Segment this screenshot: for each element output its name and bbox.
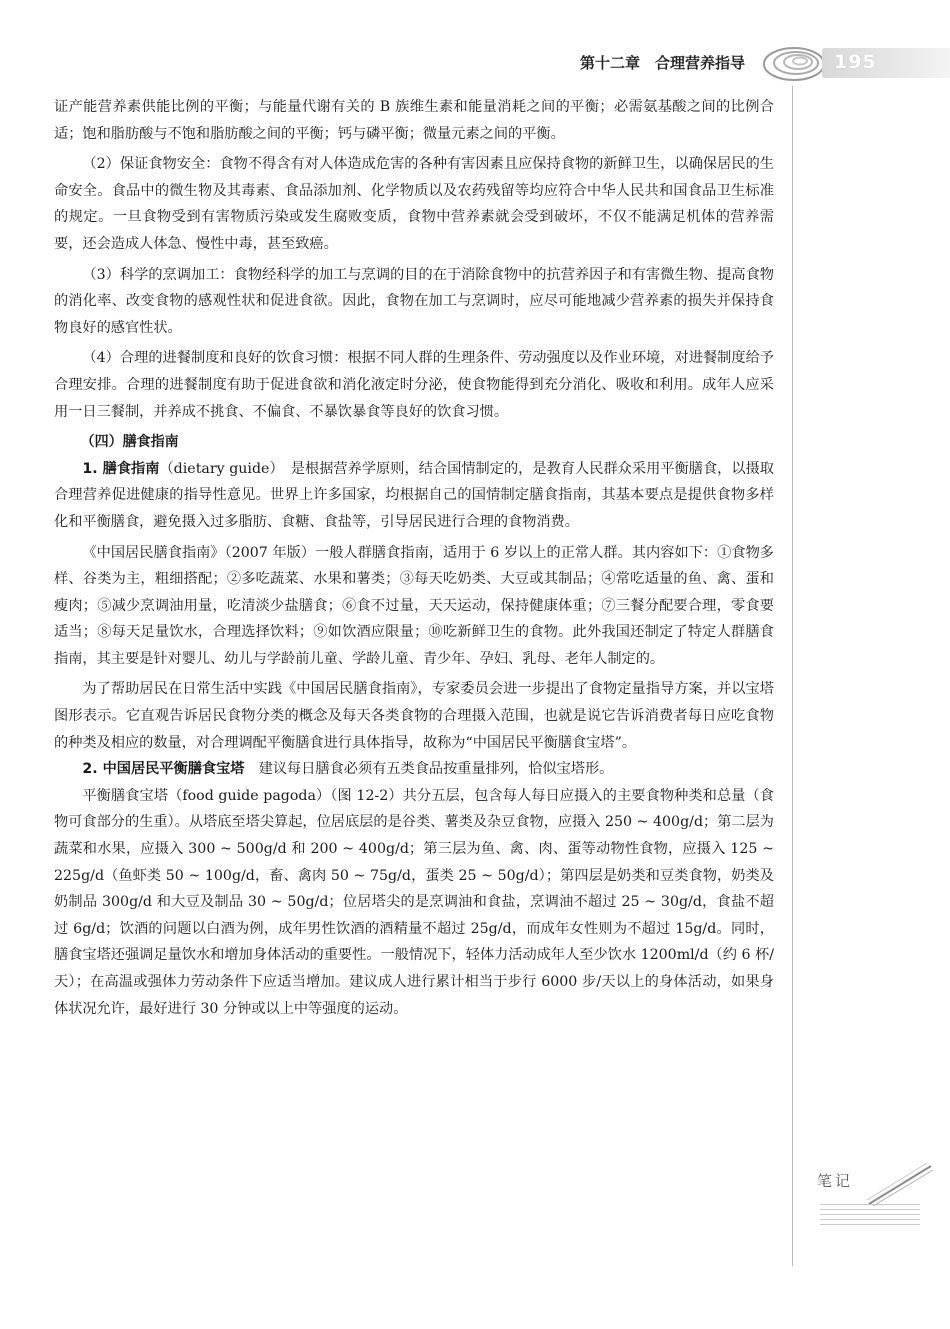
- pencil-icon: [865, 1160, 935, 1210]
- paragraph-balance-continued: 证产能营养素供能比例的平衡；与能量代谢有关的 B 族维生素和能量消耗之间的平衡；必需氨基酸之间的比例合适；饱和脂肪酸与不饱和脂肪酸之间的平衡；钙与磷平衡；微量元素之间的平衡。: [54, 99, 774, 142]
- page-number: 195: [834, 51, 877, 73]
- section-heading: （四）膳食指南: [80, 434, 179, 451]
- pagoda-heading-text: 建议每日膳食必须有五类食品按重量排列，恰似宝塔形。: [244, 761, 614, 778]
- swirl-decoration-icon: [758, 40, 828, 86]
- page-number-tab: [822, 48, 950, 78]
- dietary-guide-text: （dietary guide） 是根据营养学原则，结合国情制定的，是教育人民群众采用平衡膳食，以摄取合理营养促进健康的指导性意见。世界上许多国家，均根据自己的国情制定膳食指南，其基本要点是提供食物多样化和平衡膳食，避免摄入过多脂肪、食糖、食盐等，引导居民进行合理的食物消费。: [54, 460, 774, 530]
- paragraph-dietary-guide: [54, 456, 774, 536]
- body-text: [54, 94, 774, 1022]
- chapter-title: 第十二章 合理营养指导: [579, 54, 745, 72]
- notes-lines: [820, 1204, 920, 1228]
- paragraph-pagoda-intro: 为了帮助居民在日常生活中实践《中国居民膳食指南》，专家委员会进一步提出了食物定量指导方案，并以宝塔图形表示。它直观告诉居民食物分类的概念及每天各类食物的合理摄入范围，也就是说它告诉消费者每日应吃食物的种类及相应的数量，对合理调配平衡膳食进行具体指导，故称为“中国居民平衡膳食宝塔”。: [54, 681, 774, 751]
- paragraph-pagoda-layers: 平衡膳食宝塔（food guide pagoda）（图 12-2）共分五层，包含每人每日应摄入的主要食物种类和总量（食物可食部分的生重）。从塔底至塔尖算起，位居底层的是谷类、薯类及杂豆食物，应摄入 250 ~ 400g/d；第二层为蔬菜和水果，应摄入 300 ~ 500g/d 和 200 ~ 400g/d；第三层为鱼、禽、肉、蛋等动物性食物，应摄入 125 ~ 225g/d（鱼虾类 50 ~ 100g/d，畜、禽肉 50 ~ 75g/d，蛋类 25 ~ 50g/d）；第四层是奶类和豆类食物，奶类及奶制品 300g/d 和大豆及制品 30 ~ 50g/d；位居塔尖的是烹调油和食盐，烹调油不超过 25 ~ 30g/d，食盐不超过 6g/d；饮酒的问题以白酒为例，成年男性饮酒的酒精量不超过 25g/d，而成年女性则为不超过 15g/d。同时，膳食宝塔还强调足量饮水和增加身体活动的重要性。一般情况下，轻体力活动成年人至少饮水 1200ml/d（约 6 杯/天）；在高温或强体力劳动条件下应适当增加。建议成人进行累计相当于步行 6000 步/天以上的身体活动，如果身体状况允许，最好进行 30 分钟或以上中等强度的运动。: [54, 787, 774, 1017]
- subsection-lead-dietary-guide: 1. 膳食指南: [82, 460, 160, 477]
- paragraph-pagoda-heading: [54, 756, 774, 783]
- paragraph-eating-habits: （4）合理的进餐制度和良好的饮食习惯：根据不同人群的生理条件、劳动强度以及作业环境，对进餐制度给予合理安排。合理的进餐制度有助于促进食欲和消化液定时分泌，使食物能得到充分消化、吸收和利用。成年人应采用一日三餐制，并养成不挑食、不偏食、不暴饮暴食等良好的饮食习惯。: [54, 350, 774, 420]
- notes-area: [805, 1160, 935, 1250]
- paragraph-cooking: （3）科学的烹调加工：食物经科学的加工与烹调的目的在于消除食物中的抗营养因子和有害微生物、提高食物的消化率、改变食物的感观性状和促进食欲。因此，食物在加工与烹调时，应尽可能地减少营养素的损失并保持食物良好的感官性状。: [54, 266, 774, 336]
- notes-label: 笔记: [817, 1172, 854, 1190]
- subsection-lead-pagoda: 2. 中国居民平衡膳食宝塔: [82, 761, 245, 778]
- paragraph-guidelines-2007: 《中国居民膳食指南》（2007 年版）一般人群膳食指南，适用于 6 岁以上的正常人群。其内容如下：①食物多样、谷类为主，粗细搭配；②多吃蔬菜、水果和薯类；③每天吃奶类、大豆或其制品；④常吃适量的鱼、禽、蛋和瘦肉；⑤减少烹调油用量，吃清淡少盐膳食；⑥食不过量，天天运动，保持健康体重；⑦三餐分配要合理，零食要适当；⑧每天足量饮水，合理选择饮料；⑨如饮酒应限量；⑩吃新鲜卫生的食物。此外我国还制定了特定人群膳食指南，其主要是针对婴儿、幼儿与学龄前儿童、学龄儿童、青少年、孕妇、乳母、老年人制定的。: [54, 544, 774, 667]
- margin-divider: [792, 86, 793, 1266]
- page-header: [0, 40, 950, 86]
- paragraph-food-safety: （2）保证食物安全：食物不得含有对人体造成危害的各种有害因素且应保持食物的新鲜卫生，以确保居民的生命安全。食品中的微生物及其毒素、食品添加剂、化学物质以及农药残留等均应符合中华人民共和国食品卫生标准的规定。一旦食物受到有害物质污染或发生腐败变质，食物中营养素就会受到破坏，不仅不能满足机体的营养需要，还会造成人体急、慢性中毒，甚至致癌。: [54, 156, 774, 252]
